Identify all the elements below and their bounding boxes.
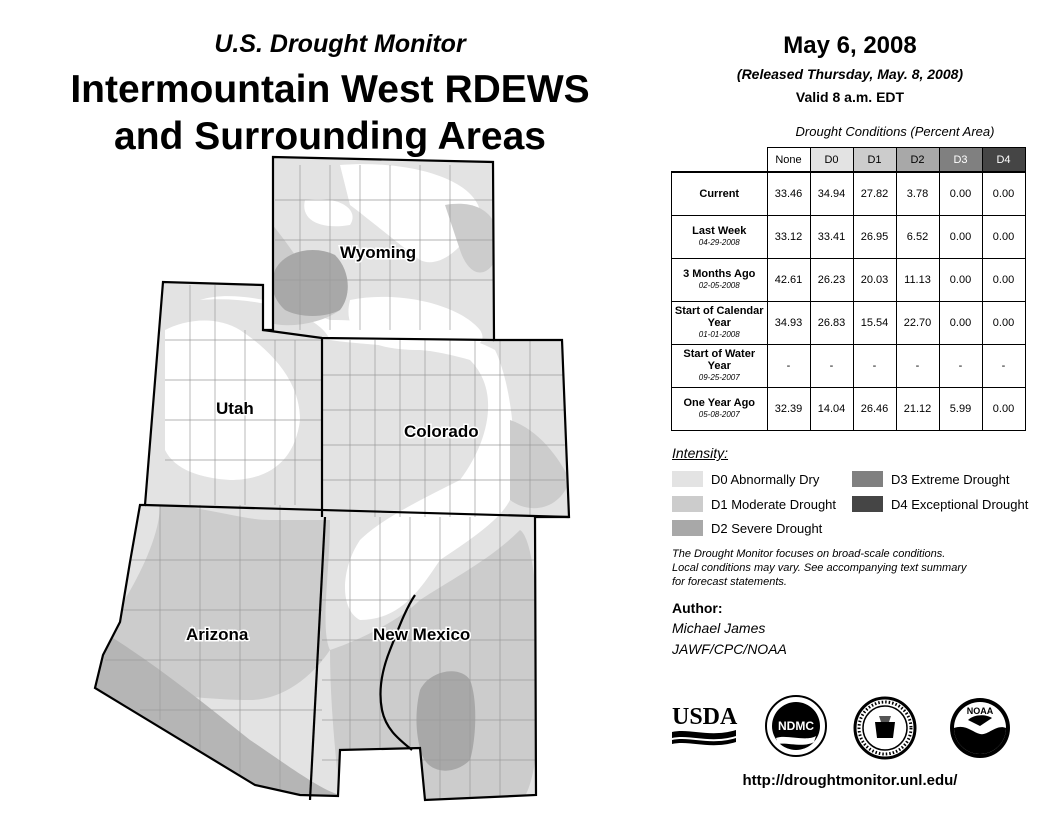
map-date: May 6, 2008 <box>783 32 917 59</box>
table-cell: 0.00 <box>982 259 1025 302</box>
table-cell: - <box>810 345 853 388</box>
table-row <box>672 172 1026 216</box>
drought-map <box>0 150 660 816</box>
legend-label: D4 Exceptional Drought <box>891 496 1029 512</box>
map-title-line1: Intermountain West RDEWS <box>70 68 590 111</box>
legend-swatch <box>672 496 703 512</box>
row-label: Start of Water Year 09-25-2007 <box>672 345 768 388</box>
table-cell: 33.12 <box>767 216 810 259</box>
disclaimer-note: The Drought Monitor focuses on broad-scale conditions. Local conditions may vary. See accompanying text summary for forecast statements. <box>672 548 967 588</box>
legend-item-d0 <box>672 471 819 487</box>
commerce-seal-logo <box>853 696 917 760</box>
table-cell: 34.93 <box>767 302 810 345</box>
website-url[interactable]: http://droughtmonitor.unl.edu/ <box>742 772 958 789</box>
map-title <box>20 66 640 160</box>
col-d0: D0 <box>810 148 853 173</box>
table-cell: 0.00 <box>982 216 1025 259</box>
state-label-wyoming: Wyoming <box>340 243 417 262</box>
table-cell: - <box>896 345 939 388</box>
table-header-row <box>672 148 1026 173</box>
legend-item-d1 <box>672 496 836 512</box>
table-cell: 34.94 <box>810 172 853 216</box>
table-cell: 6.52 <box>896 216 939 259</box>
legend-swatch <box>672 471 703 487</box>
legend-swatch <box>852 496 883 512</box>
table-cell: 33.46 <box>767 172 810 216</box>
table-cell: - <box>939 345 982 388</box>
table-cell: 11.13 <box>896 259 939 302</box>
table-cell: 42.61 <box>767 259 810 302</box>
map-title-line2: and Surrounding Areas <box>114 115 546 158</box>
table-cell: 22.70 <box>896 302 939 345</box>
col-none: None <box>767 148 810 173</box>
table-cell: 20.03 <box>853 259 896 302</box>
col-d4: D4 <box>982 148 1025 173</box>
intensity-title: Intensity: <box>672 445 729 461</box>
state-label-arizona: Arizona <box>186 625 249 644</box>
table-cell: - <box>767 345 810 388</box>
row-label: One Year Ago 05-08-2007 <box>672 388 768 431</box>
row-label: Start of Calendar Year 01-01-2008 <box>672 302 768 345</box>
conditions-table <box>671 147 1026 431</box>
state-label-colorado: Colorado <box>404 422 479 441</box>
svg-text:NDMC: NDMC <box>778 719 814 733</box>
legend-item-d2 <box>672 520 822 536</box>
table-cell: - <box>982 345 1025 388</box>
valid-time: Valid 8 a.m. EDT <box>795 89 905 105</box>
state-label-new-mexico: New Mexico <box>373 625 471 644</box>
table-cell: - <box>853 345 896 388</box>
table-cell: 33.41 <box>810 216 853 259</box>
col-d3: D3 <box>939 148 982 173</box>
legend-label: D1 Moderate Drought <box>711 496 837 512</box>
table-cell: 26.83 <box>810 302 853 345</box>
ndmc-logo <box>764 694 828 758</box>
noaa-logo <box>948 696 1012 760</box>
table-cell: 32.39 <box>767 388 810 431</box>
author-name: Michael James <box>672 620 766 636</box>
table-cell: 0.00 <box>939 216 982 259</box>
col-d1: D1 <box>853 148 896 173</box>
legend-label: D2 Severe Drought <box>711 520 823 536</box>
state-label-utah: Utah <box>216 399 254 418</box>
conditions-title: Drought Conditions (Percent Area) <box>795 124 995 139</box>
row-label: Last Week 04-29-2008 <box>672 216 768 259</box>
table-cell: 0.00 <box>982 388 1025 431</box>
author-org: JAWF/CPC/NOAA <box>672 641 787 657</box>
legend-swatch <box>672 520 703 536</box>
table-cell: 0.00 <box>939 172 982 216</box>
table-cell: 0.00 <box>982 172 1025 216</box>
legend-item-d4 <box>852 496 1028 512</box>
svg-text:NOAA: NOAA <box>966 706 994 716</box>
table-row <box>672 345 1026 388</box>
d2-area-nm <box>416 671 475 770</box>
table-cell: 0.00 <box>939 302 982 345</box>
map-subtitle: U.S. Drought Monitor <box>214 30 466 58</box>
svg-text:USDA: USDA <box>672 704 738 730</box>
legend-label: D0 Abnormally Dry <box>711 471 820 487</box>
table-cell: 26.23 <box>810 259 853 302</box>
table-row <box>672 302 1026 345</box>
table-row <box>672 216 1026 259</box>
table-cell: 26.46 <box>853 388 896 431</box>
row-label: Current <box>672 172 768 216</box>
table-row <box>672 388 1026 431</box>
col-d2: D2 <box>896 148 939 173</box>
legend-swatch <box>852 471 883 487</box>
usda-logo <box>670 702 738 750</box>
table-cell: 0.00 <box>939 259 982 302</box>
table-cell: 15.54 <box>853 302 896 345</box>
row-label: 3 Months Ago 02-05-2008 <box>672 259 768 302</box>
legend-item-d3 <box>852 471 1010 487</box>
author-label: Author: <box>672 600 723 616</box>
table-cell: 26.95 <box>853 216 896 259</box>
table-row <box>672 259 1026 302</box>
table-cell: 5.99 <box>939 388 982 431</box>
table-cell: 27.82 <box>853 172 896 216</box>
d2-area-wy <box>272 250 347 316</box>
table-cell: 14.04 <box>810 388 853 431</box>
table-cell: 0.00 <box>982 302 1025 345</box>
release-date: (Released Thursday, May. 8, 2008) <box>736 66 964 82</box>
legend-label: D3 Extreme Drought <box>891 471 1010 487</box>
table-cell: 21.12 <box>896 388 939 431</box>
table-cell: 3.78 <box>896 172 939 216</box>
